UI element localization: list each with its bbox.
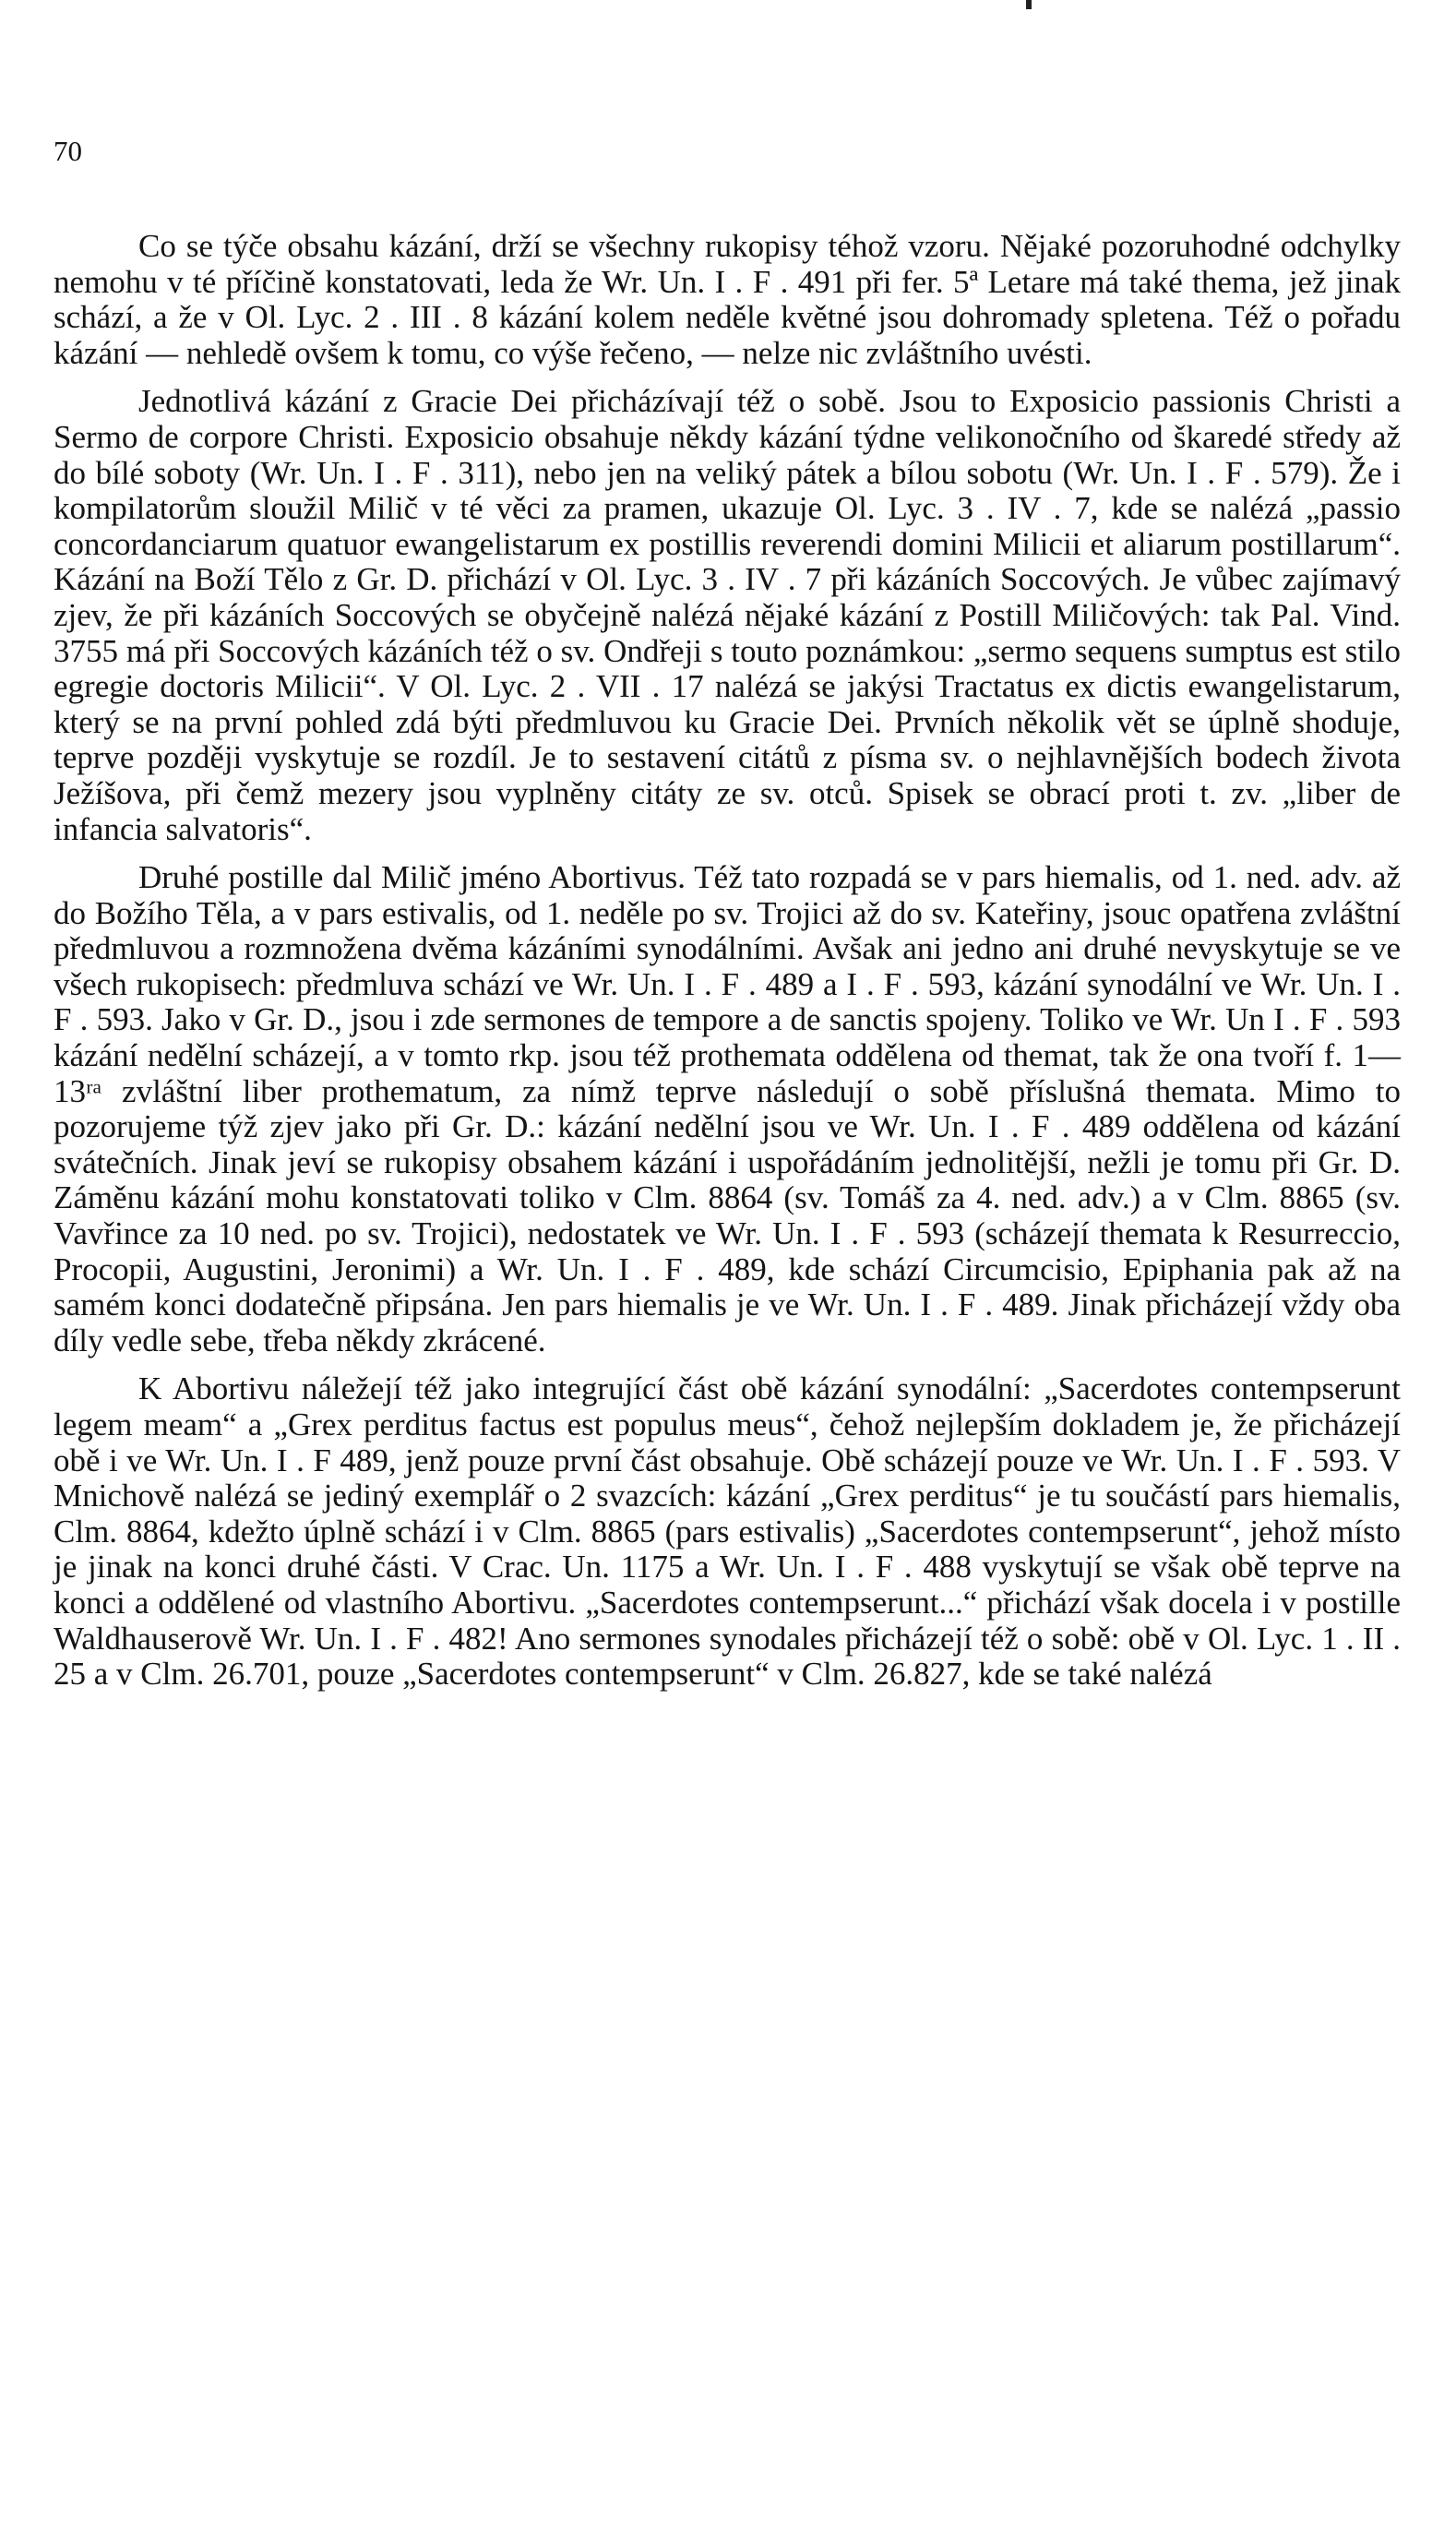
paragraph-2: Jednotlivá kázání z Gracie Dei přicházívají též o sobě. Jsou to Exposicio passionis Christi a Sermo de corpore Christi. Exposicio obsahuje někdy kázání týdne velikonočního od škaredé středy až do bílé soboty (Wr. Un. I . F . 311), nebo jen na veliký pátek a bílou sobotu (Wr. Un. I . F . 579). Že i kompilatorům sloužil Milič v té věci za pramen, ukazuje Ol. Lyc. 3 . IV . 7, kde se nalézá „passio concordanciarum quatuor ewangelistarum ex postillis reverendi domini Milicii et aliarum postillarum“. Kázání na Boží Tělo z Gr. D. přichází v Ol. Lyc. 3 . IV . 7 při kázáních Soccových. Je vůbec zajímavý zjev, že při kázáních Soccových se obyčejně nalézá nějaké kázání z Postill Miličových: tak Pal. Vind. 3755 má při Soccových kázáních též o sv. Ondřeji s touto poznámkou: „sermo sequens sumptus est stilo egregie doctoris Milicii“. V Ol. Lyc. 2 . VII . 17 nalézá se jakýsi Tractatus ex dictis ewangelistarum, který se na první pohled zdá býti předmluvou ku Gracie Dei. Prvních několik vět se úplně shoduje, teprve později vyskytuje se rozdíl. Je to sestavení citátů z písma sv. o nejhlavnějších bodech života Ježíšova, při čemž mezery jsou vyplněny citáty ze sv. otců. Spisek se obrací proti t. zv. „liber de infancia salvatoris“.: [54, 383, 1401, 847]
paragraph-4: K Abortivu náležejí též jako integrující část obě kázání synodální: „Sacerdotes contempserunt legem meam“ a „Grex perditus factus est populus meus“, čehož nejlepším dokladem je, že přicházejí obě i ve Wr. Un. I . F 489, jenž pouze první část obsahuje. Obě scházejí pouze ve Wr. Un. I . F . 593. V Mnichově nalézá se jediný exemplář o 2 svazcích: kázání „Grex perditus“ je tu součástí pars hiemalis, Clm. 8864, kdežto úplně schází i v Clm. 8865 (pars estivalis) „Sacerdotes contempserunt“, jehož místo je jinak na konci druhé části. V Crac. Un. 1175 a Wr. Un. I . F . 488 vyskytují se však obě teprve na konci a oddělené od vlastního Abortivu. „Sacerdotes contempserunt...“ přichází však docela i v postille Waldhauserově Wr. Un. I . F . 482! Ano sermones synodales přicházejí též o sobě: obě v Ol. Lyc. 1 . II . 25 a v Clm. 26.701, pouze „Sacerdotes contempserunt“ v Clm. 26.827, kde se také nalézá: [54, 1370, 1401, 1693]
scan-mark: [1026, 0, 1032, 9]
paragraph-3: Druhé postille dal Milič jméno Abortivus. Též tato rozpadá se v pars hiemalis, od 1. ned. adv. až do Božího Těla, a v pars estivalis, od 1. neděle po sv. Trojici až do sv. Kateřiny, jsouc opatřena zvláštní předmluvou a rozmnožena dvěma kázáními synodálními. Avšak ani jedno ani druhé nevyskytuje se ve všech rukopisech: předmluva schází ve Wr. Un. I . F . 489 a I . F . 593, kázání synodální ve Wr. Un. I . F . 593. Jako v Gr. D., jsou i zde sermones de tempore a de sanctis spojeny. Toliko ve Wr. Un I . F . 593 kázání nedělní scházejí, a v tomto rkp. jsou též prothemata oddělena od themat, tak že ona tvoří f. 1—13ʳᵃ zvláštní liber prothematum, za nímž teprve následují o sobě příslušná themata. Mimo to pozorujeme týž zjev jako při Gr. D.: kázání nedělní jsou ve Wr. Un. I . F . 489 oddělena od kázání svátečních. Jinak jeví se rukopisy obsahem kázání i uspořádáním jednolitější, nežli je tomu při Gr. D. Záměnu kázání mohu konstatovati toliko v Clm. 8864 (sv. Tomáš za 4. ned. adv.) a v Clm. 8865 (sv. Vavřince za 10 ned. po sv. Trojici), nedostatek ve Wr. Un. I . F . 593 (scházejí themata k Resurreccio, Procopii, Augustini, Jeronimi) a Wr. Un. I . F . 489, kde schází Circumcisio, Epiphania pak až na samém konci dodatečně připsána. Jen pars hiemalis je ve Wr. Un. I . F . 489. Jinak přicházejí vždy oba díly vedle sebe, třeba někdy zkrácené.: [54, 859, 1401, 1358]
body-text: [54, 229, 1401, 1705]
page-number: 70: [54, 135, 82, 167]
paragraph-1: Co se týče obsahu kázání, drží se všechny rukopisy téhož vzoru. Nějaké pozoruhodné odchylky nemohu v té příčině konstatovati, leda že Wr. Un. I . F . 491 při fer. 5ª Letare má také thema, jež jinak schází, a že v Ol. Lyc. 2 . III . 8 kázání kolem neděle květné jsou dohromady spletena. Též o pořadu kázání — nehledě ovšem k tomu, co výše řečeno, — nelze nic zvláštního uvésti.: [54, 228, 1401, 371]
